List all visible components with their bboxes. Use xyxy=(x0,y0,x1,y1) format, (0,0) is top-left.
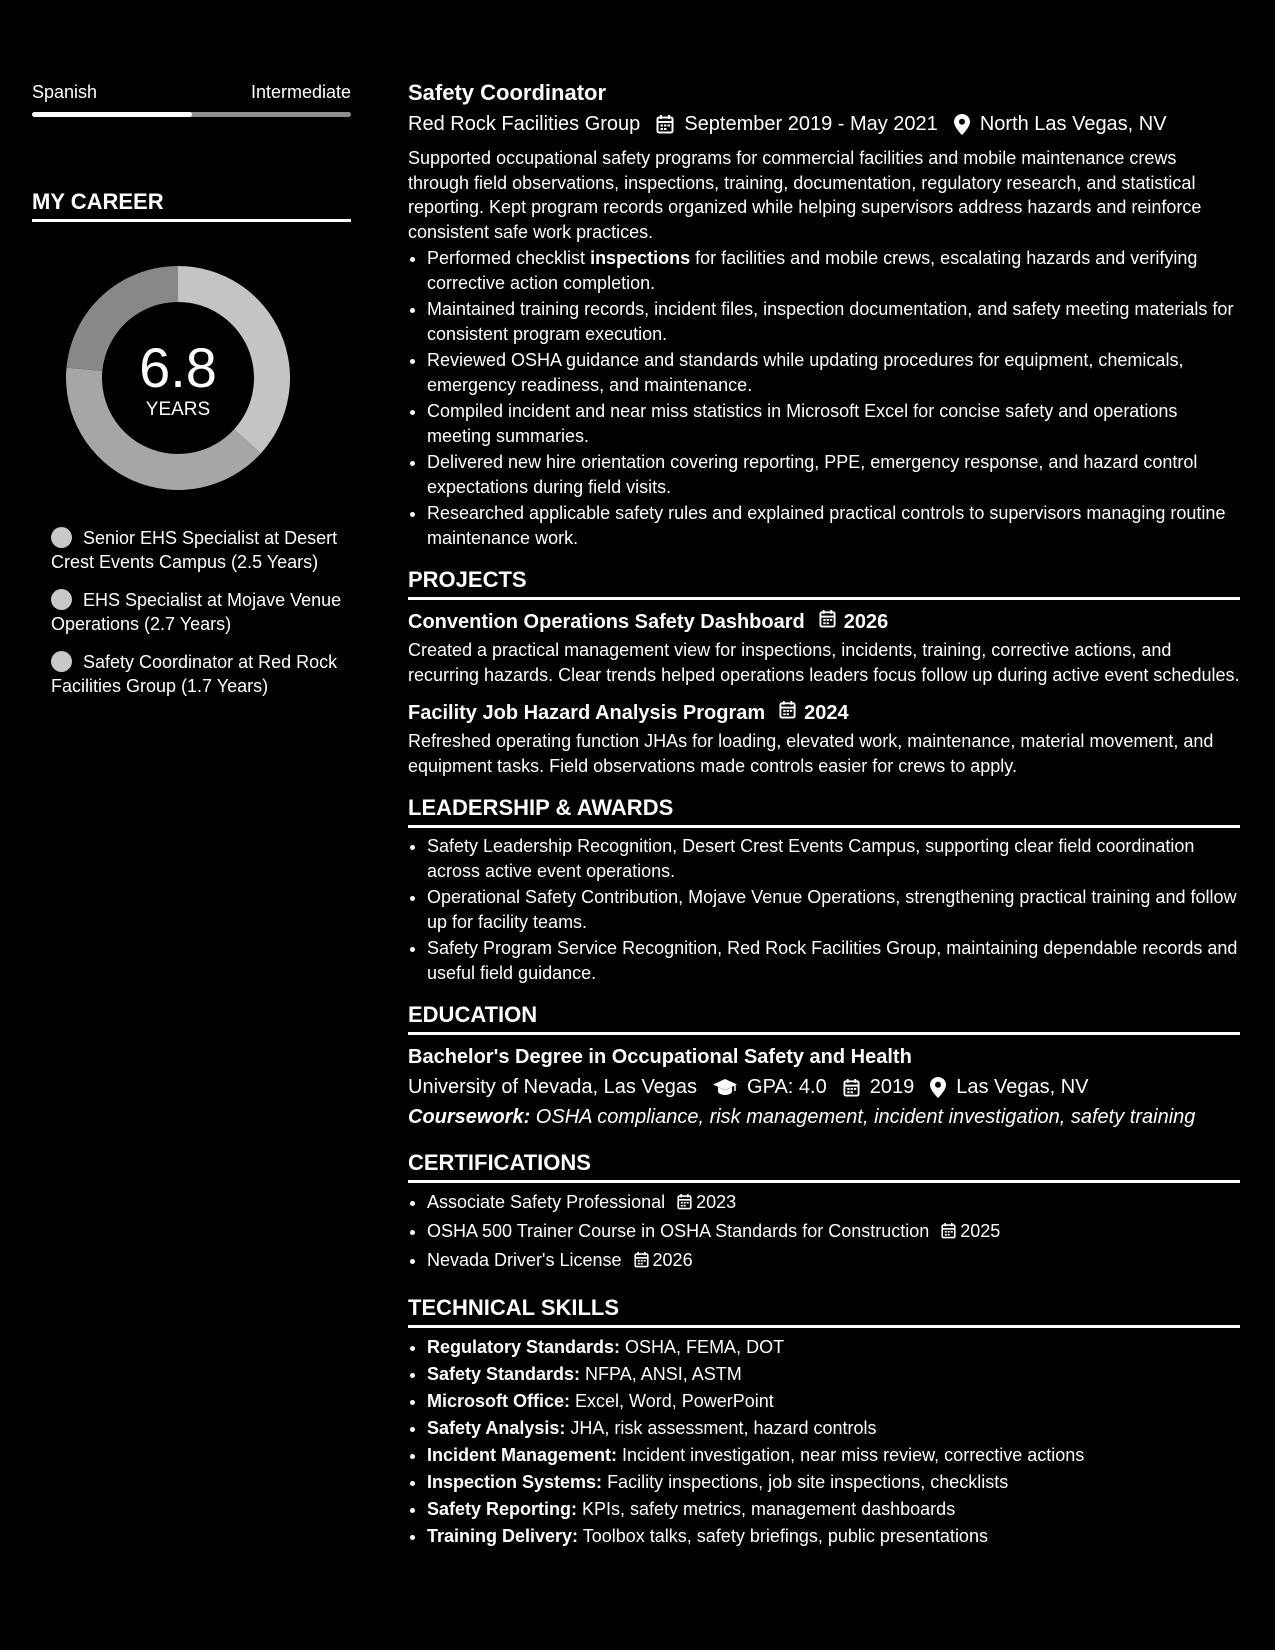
project-title-row xyxy=(408,699,1240,727)
coursework-text: OSHA compliance, risk management, incident investigation, safety training xyxy=(530,1106,1196,1128)
skill-value: KPIs, safety metrics, management dashboards xyxy=(577,1499,956,1519)
language-row xyxy=(32,80,351,104)
job-bullet: • Researched applicable safety rules and explained practical controls to supervisors managing routine maintenance work. xyxy=(427,501,1240,550)
certifications-list xyxy=(408,1189,1240,1276)
education-heading: EDUCATION xyxy=(408,1002,538,1027)
school-location: Las Vegas, NV xyxy=(956,1076,1089,1098)
calendar-icon xyxy=(634,1249,649,1276)
calendar-icon xyxy=(843,1078,860,1097)
skill-label: Safety Reporting: xyxy=(427,1499,578,1519)
job-bullet-text: Performed checklist xyxy=(427,248,591,268)
section-rule xyxy=(408,1325,1240,1328)
job-bullet-bold: inspections xyxy=(590,248,691,268)
section-rule xyxy=(408,1032,1240,1035)
skill-value: NFPA, ANSI, ASTM xyxy=(580,1364,742,1384)
skill-item xyxy=(427,1496,1240,1523)
calendar-icon xyxy=(779,699,796,727)
skill-label: Safety Standards: xyxy=(427,1364,581,1384)
skill-label: Microsoft Office: xyxy=(427,1391,571,1411)
job-meta xyxy=(408,110,1240,138)
bullet-dot-icon xyxy=(51,651,72,672)
total-years-value: 6.8 xyxy=(139,336,217,399)
job-dates: September 2019 - May 2021 xyxy=(684,113,938,135)
job-location: North Las Vegas, NV xyxy=(979,113,1167,135)
certification-item xyxy=(427,1189,1240,1218)
job-summary: Supported occupational safety programs for commercial facilities and mobile maintenance crews through field observations, inspections, training, documentation, regulatory research, and statistical reporting. Kept program records organized while helping supervisors address hazards and reinforce consistent safe work practices. xyxy=(408,148,1202,242)
leadership-list xyxy=(408,834,1240,985)
certification-name: Associate Safety Professional xyxy=(427,1192,666,1212)
job-bullet xyxy=(427,246,1240,295)
skill-item xyxy=(427,1361,1240,1388)
skill-value: Toolbox talks, safety briefings, public presentations xyxy=(578,1526,988,1546)
skill-item xyxy=(427,1442,1240,1469)
skill-item xyxy=(427,1388,1240,1415)
career-heading: MY CAREER xyxy=(32,189,164,214)
certification-year: 2025 xyxy=(960,1221,1001,1241)
job-bullet: • Delivered new hire orientation covering reporting, PPE, emergency response, and hazard control expectations during field visits. xyxy=(427,450,1240,499)
job-title: Safety Coordinator xyxy=(408,80,607,105)
leadership-heading: LEADERSHIP & AWARDS xyxy=(408,795,674,820)
certification-name: OSHA 500 Trainer Course in OSHA Standards for Construction xyxy=(427,1221,930,1241)
section-rule xyxy=(408,597,1240,600)
project-title: Convention Operations Safety Dashboard xyxy=(408,611,805,633)
bullet-dot-icon xyxy=(51,527,72,548)
career-heading-rule xyxy=(32,219,351,222)
career-item-text: EHS Specialist at Mojave Venue Operations (2.7 Years) xyxy=(51,590,342,634)
calendar-icon xyxy=(941,1220,956,1247)
job-company: Red Rock Facilities Group xyxy=(408,113,641,135)
career-list xyxy=(32,526,351,698)
career-item xyxy=(51,588,351,636)
skill-item xyxy=(427,1523,1240,1550)
certification-name: Nevada Driver's License xyxy=(427,1250,622,1270)
section-rule xyxy=(408,1180,1240,1183)
degree-title: Bachelor's Degree in Occupational Safety and Health xyxy=(408,1046,912,1068)
calendar-icon xyxy=(656,114,674,134)
projects-heading: PROJECTS xyxy=(408,567,527,592)
skill-label: Regulatory Standards: xyxy=(427,1337,621,1357)
calendar-icon xyxy=(677,1191,692,1218)
career-item-text: Safety Coordinator at Red Rock Facilities Group (1.7 Years) xyxy=(51,652,338,696)
leadership-item: • Safety Leadership Recognition, Desert Crest Events Campus, supporting clear field coordination across active event operations. xyxy=(427,834,1240,883)
skill-value: OSHA, FEMA, DOT xyxy=(620,1337,785,1357)
career-donut-chart xyxy=(66,266,290,490)
job-bullet: • Compiled incident and near miss statistics in Microsoft Excel for concise safety and operations meeting summaries. xyxy=(427,399,1240,448)
skill-label: Inspection Systems: xyxy=(427,1472,603,1492)
career-item xyxy=(51,650,351,698)
section-rule xyxy=(408,825,1240,828)
skill-item xyxy=(427,1334,1240,1361)
calendar-icon xyxy=(819,608,836,636)
job-bullet: • Maintained training records, incident files, inspection documentation, and safety meeting materials for consistent program execution. xyxy=(427,297,1240,346)
project-title: Facility Job Hazard Analysis Program xyxy=(408,702,766,724)
skill-value: Excel, Word, PowerPoint xyxy=(570,1391,774,1411)
total-years-unit: YEARS xyxy=(145,399,211,420)
coursework xyxy=(408,1103,1240,1131)
job-bullet: • Reviewed OSHA guidance and standards while updating procedures for equipment, chemicals, emergency readiness, and maintenance. xyxy=(427,348,1240,397)
graduation-year: 2019 xyxy=(869,1076,915,1098)
skills-list xyxy=(408,1334,1240,1550)
project-description: Created a practical management view for inspections, incidents, training, corrective actions, and recurring hazards. Clear trends helped operations leaders focus follow up during active event schedules. xyxy=(408,640,1240,685)
project-year: 2024 xyxy=(804,702,849,724)
certifications-heading: CERTIFICATIONS xyxy=(408,1150,591,1175)
skill-item xyxy=(427,1415,1240,1442)
skills-heading: TECHNICAL SKILLS xyxy=(408,1295,620,1320)
certification-year: 2023 xyxy=(696,1192,737,1212)
certification-item xyxy=(427,1218,1240,1247)
certification-item xyxy=(427,1247,1240,1276)
career-item xyxy=(51,526,351,574)
school-name: University of Nevada, Las Vegas xyxy=(408,1076,698,1098)
language-proficiency-fill xyxy=(32,112,192,117)
education-meta xyxy=(408,1073,1240,1101)
skill-label: Safety Analysis: xyxy=(427,1418,566,1438)
project-year: 2026 xyxy=(843,611,889,633)
language-level: Intermediate xyxy=(250,82,351,102)
language-name: Spanish xyxy=(32,82,98,102)
leadership-item: • Safety Program Service Recognition, Red Rock Facilities Group, maintaining dependable records and useful field guidance. xyxy=(427,936,1240,985)
skill-label: Incident Management: xyxy=(427,1445,618,1465)
skill-value: Facility inspections, job site inspections, checklists xyxy=(602,1472,1009,1492)
job-bullet-text: for facilities and mobile crews, escalating hazards and verifying corrective action completion. xyxy=(427,248,1198,293)
language-proficiency-bar xyxy=(32,112,351,117)
location-pin-icon xyxy=(954,114,970,135)
career-item-text: Senior EHS Specialist at Desert Crest Events Campus (2.5 Years) xyxy=(51,528,338,572)
leadership-item: • Operational Safety Contribution, Mojave Venue Operations, strengthening practical training and follow up for facility teams. xyxy=(427,885,1240,934)
certification-year: 2026 xyxy=(652,1250,693,1270)
gpa: GPA: 4.0 xyxy=(747,1076,827,1098)
graduation-cap-icon xyxy=(713,1078,737,1096)
coursework-label: Coursework: xyxy=(408,1106,531,1128)
job-bullets xyxy=(408,246,1240,550)
main-content xyxy=(408,78,1240,1550)
sidebar xyxy=(32,80,351,712)
skill-label: Training Delivery: xyxy=(427,1526,579,1546)
donut-center xyxy=(66,266,290,490)
skill-item xyxy=(427,1469,1240,1496)
bullet-dot-icon xyxy=(51,589,72,610)
project-description: Refreshed operating function JHAs for loading, elevated work, maintenance, material movement, and equipment tasks. Field observations made controls easier for crews to apply. xyxy=(408,731,1214,776)
skill-value: JHA, risk assessment, hazard controls xyxy=(565,1418,877,1438)
location-pin-icon xyxy=(930,1077,946,1098)
project-title-row xyxy=(408,608,1240,636)
skill-value: Incident investigation, near miss review, corrective actions xyxy=(617,1445,1085,1465)
